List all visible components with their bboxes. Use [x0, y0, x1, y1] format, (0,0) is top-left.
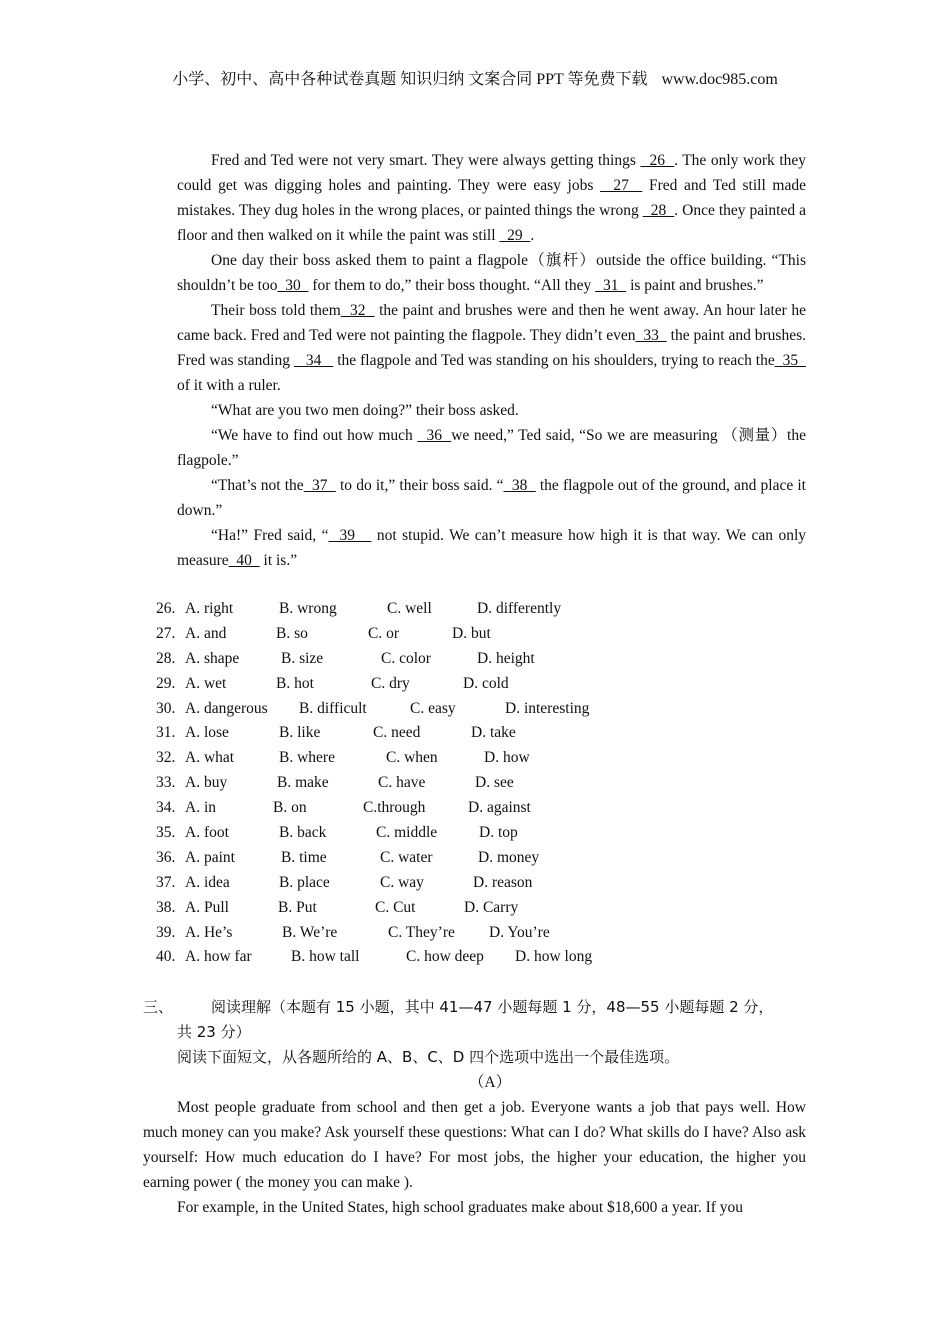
question-row: [156, 821, 796, 846]
question-row: [156, 672, 796, 697]
section-title-cont: 共 23 分）: [177, 1023, 251, 1041]
cloze-paragraph: [177, 423, 806, 473]
question-row: [156, 622, 796, 647]
option-a: A. wet: [185, 674, 227, 692]
question-row: [156, 945, 796, 970]
option-c: C. dry: [371, 674, 410, 692]
cloze-text: of it with a ruler.: [177, 377, 281, 394]
option-c: C. middle: [376, 824, 438, 842]
option-b: B. hot: [276, 674, 314, 692]
option-a: A. how far: [185, 948, 252, 966]
cloze-text: Fred and Ted were not very smart. They were always getting things: [211, 152, 641, 169]
option-d: D. but: [452, 624, 491, 642]
option-d: D. reason: [473, 873, 533, 891]
cloze-blank: 39: [328, 527, 372, 544]
question-row: [156, 846, 796, 871]
option-c: C. need: [373, 724, 421, 742]
option-c: C. way: [380, 873, 424, 891]
header-url[interactable]: www.doc985.com: [661, 71, 778, 88]
question-number: 38.: [156, 898, 176, 916]
option-d: D. differently: [477, 600, 562, 617]
cloze-text: “What are you two men doing?” their boss asked.: [211, 402, 519, 419]
question-number: 36.: [156, 848, 176, 866]
section-title: 阅读理解（本题有 15 小题，其中 41—47 小题每题 1 分，48—55 小题每题 2 分，: [211, 998, 774, 1016]
header-title: 小学、初中、高中各种试卷真题 知识归纳 文案合同 PPT 等免费下载: [172, 71, 648, 88]
cloze-blank: 29: [499, 227, 531, 244]
option-d: D. cold: [463, 674, 509, 692]
cloze-paragraph: [177, 248, 806, 298]
option-b: B. on: [273, 799, 307, 817]
option-d: D. height: [477, 649, 535, 667]
cloze-blank: 28: [642, 202, 675, 219]
cloze-blank: 32: [340, 302, 375, 319]
cloze-text: . Once they painted a floor and then walked on it while the paint was still: [177, 202, 806, 244]
question-row: [156, 697, 796, 722]
reading-paragraph: Most people graduate from school and then get a job. Everyone wants a job that pays well. How much money can you make? Ask yourself these questions: What can I do? What skills do I have? Also ask yourself: How much education do I have? For most jobs, the higher your education, the higher you earning power ( the money you can make ).: [143, 1099, 806, 1191]
option-a: A. and: [185, 624, 227, 642]
option-c: C. Cut: [375, 898, 416, 916]
option-b: B. so: [276, 624, 308, 642]
option-d: D. money: [478, 848, 540, 866]
option-d: D. how: [484, 749, 530, 767]
option-b: B. wrong: [279, 600, 337, 617]
cloze-text: to do it,” their boss said. “: [335, 477, 504, 494]
cloze-text: Their boss told them: [211, 302, 341, 319]
cloze-text: is paint and brushes.”: [626, 277, 764, 294]
question-number: 31.: [156, 724, 176, 742]
cloze-blank: 27: [600, 177, 643, 194]
cloze-text: . The only work they could get was digging holes and painting. They were easy jobs: [177, 152, 807, 194]
question-number: 28.: [156, 649, 176, 667]
option-b: B. make: [277, 774, 329, 792]
option-c: C. have: [378, 774, 426, 792]
question-row: [156, 796, 796, 821]
question-row: [156, 896, 796, 921]
option-c: C. well: [387, 600, 432, 617]
cloze-text: the flagpole and Ted was standing on his shoulders, trying to reach the: [333, 352, 775, 369]
option-b: B. back: [279, 824, 327, 842]
option-b: B. difficult: [299, 699, 367, 717]
reading-passage: [143, 1095, 806, 1220]
question-row: [156, 871, 796, 896]
section-heading: [143, 995, 813, 1045]
option-a: A. lose: [185, 724, 229, 742]
cloze-paragraph: [177, 298, 806, 398]
cloze-text: “We have to find out how much: [211, 427, 418, 444]
answer-options: [156, 597, 796, 970]
question-number: 39.: [156, 923, 176, 941]
question-number: 33.: [156, 774, 176, 792]
cloze-blank: 37: [303, 477, 336, 494]
option-a: A. shape: [185, 649, 240, 667]
option-d: D. see: [475, 774, 514, 792]
cloze-text: for them to do,” their boss thought. “All they: [308, 277, 596, 294]
cloze-paragraph: [177, 148, 806, 248]
cloze-text: .: [530, 227, 535, 244]
cloze-blank: 31: [595, 277, 627, 294]
option-a: A. idea: [185, 873, 230, 891]
question-number: 30.: [156, 699, 176, 717]
cloze-text: the flagpole out of the ground, and place it down.”: [177, 477, 806, 519]
cloze-blank: 36: [417, 427, 452, 444]
question-number: 35.: [156, 824, 176, 842]
question-row: [156, 921, 796, 946]
option-d: D. interesting: [505, 699, 590, 717]
option-d: D. take: [471, 724, 516, 742]
cloze-blank: 26: [640, 152, 675, 169]
option-b: B. size: [281, 649, 324, 667]
cloze-text: One day their boss asked them to paint a flagpole（旗杆）outside the office building. “This shouldn’t be too: [177, 252, 806, 294]
cloze-paragraph: [177, 473, 806, 523]
option-a: A. buy: [185, 774, 228, 792]
question-number: 26.: [156, 600, 176, 617]
option-b: B. how tall: [291, 948, 360, 966]
cloze-blank: 30: [277, 277, 309, 294]
reading-paragraph: For example, in the United States, high school graduates make about $18,600 a year. If you: [177, 1199, 744, 1216]
option-b: B. place: [279, 873, 330, 891]
cloze-blank: 33: [635, 327, 667, 344]
option-d: D. against: [468, 799, 531, 817]
option-a: A. He’s: [185, 923, 233, 941]
option-a: A. right: [185, 600, 234, 617]
cloze-blank: 34: [293, 352, 334, 369]
cloze-text: Fred and Ted still made mistakes. They dug holes in the wrong places, or painted things the wrong: [177, 177, 806, 219]
question-row: [156, 746, 796, 771]
cloze-text: we need,” Ted said, “So we are measuring （测量）the flagpole.”: [177, 427, 806, 469]
question-row: [156, 647, 796, 672]
cloze-text: “That’s not the: [211, 477, 304, 494]
option-a: A. Pull: [185, 898, 229, 916]
option-b: B. Put: [278, 898, 317, 916]
option-b: B. We’re: [282, 923, 338, 941]
option-d: D. Carry: [464, 898, 519, 916]
question-row: [156, 721, 796, 746]
question-number: 27.: [156, 624, 176, 642]
option-c: C. color: [381, 649, 431, 667]
cloze-text: the paint and brushes. Fred was standing: [177, 327, 806, 369]
option-c: C. when: [386, 749, 438, 767]
cloze-paragraph: [177, 398, 806, 423]
option-c: C. easy: [410, 699, 456, 717]
option-c: C. water: [380, 848, 433, 866]
option-b: B. where: [279, 749, 335, 767]
cloze-blank: 38: [503, 477, 536, 494]
option-d: D. top: [479, 824, 518, 842]
option-c: C.through: [363, 799, 426, 817]
section-instruction: 阅读下面短文，从各题所给的 A、B、C、D 四个选项中选出一个最佳选项。: [177, 1048, 680, 1066]
option-a: A. in: [185, 799, 216, 817]
cloze-text: it is.”: [259, 552, 298, 569]
question-row: [156, 771, 796, 796]
cloze-text: “Ha!” Fred said, “: [211, 527, 329, 544]
cloze-paragraph: [177, 523, 806, 573]
cloze-blank: 40: [228, 552, 260, 569]
cloze-passage: [177, 148, 806, 573]
page-header: [0, 66, 950, 89]
question-number: 40.: [156, 948, 176, 966]
option-a: A. paint: [185, 848, 235, 866]
option-c: C. how deep: [406, 948, 484, 966]
section-number: 三、: [143, 998, 174, 1016]
option-a: A. foot: [185, 824, 229, 842]
question-number: 29.: [156, 674, 176, 692]
question-number: 32.: [156, 749, 176, 767]
option-c: C. or: [368, 624, 399, 642]
option-d: D. how long: [515, 948, 593, 966]
part-label: （A）: [468, 1074, 512, 1091]
cloze-blank: 35: [774, 352, 807, 369]
question-number: 34.: [156, 799, 176, 817]
option-b: B. time: [281, 848, 327, 866]
option-c: C. They’re: [388, 923, 455, 941]
question-number: 37.: [156, 873, 176, 891]
option-a: A. what: [185, 749, 235, 767]
cloze-text: not stupid. We can’t measure how high it is that way. We can only measure: [177, 527, 806, 569]
option-a: A. dangerous: [185, 699, 268, 717]
cloze-text: the paint and brushes were and then he went away. An hour later he came back. Fred and Ted were not painting the flagpole. They didn’t even: [177, 302, 807, 344]
option-d: D. You’re: [489, 923, 550, 941]
option-b: B. like: [279, 724, 321, 742]
question-row: [156, 597, 796, 622]
